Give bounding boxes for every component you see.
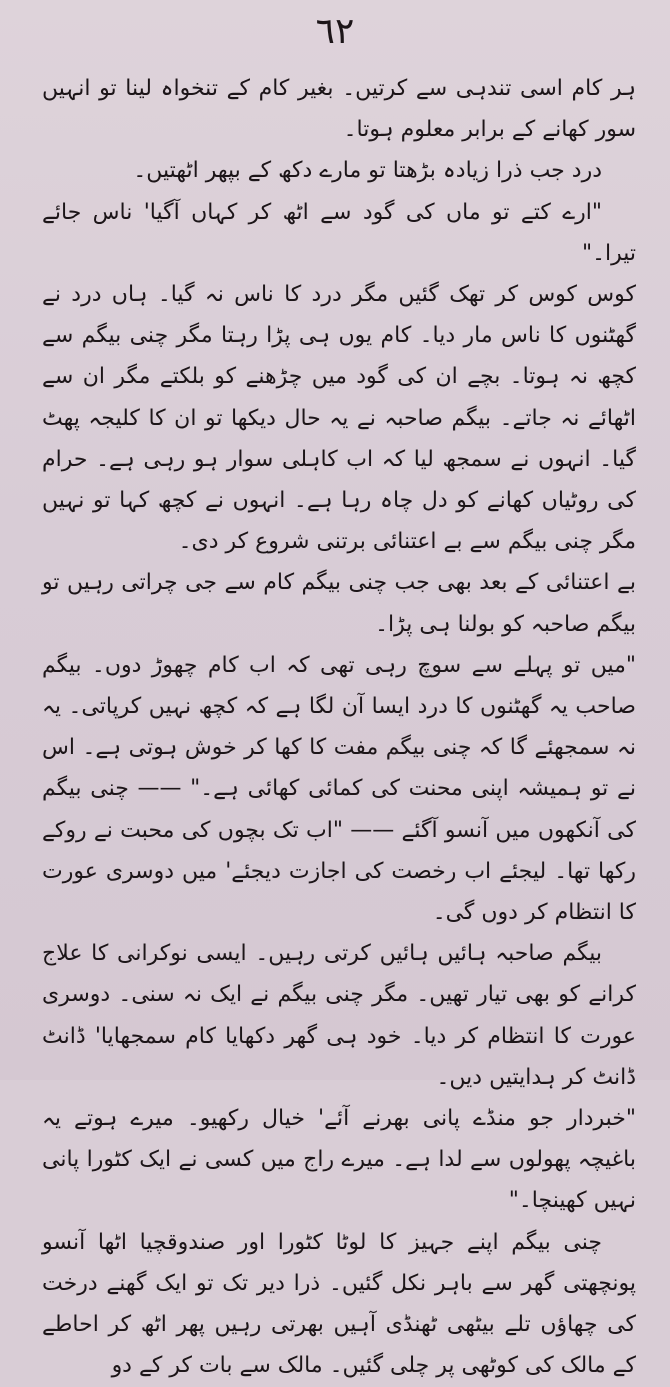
paragraph: "ارے کتے تو ماں کی گود سے اٹھ کر کہاں آگیا' ناس جائے تیرا۔" <box>42 199 636 266</box>
paragraph: درد جب ذرا زیادہ بڑھتا تو مارے دکھ کے بپھر اٹھتیں۔ <box>133 158 602 184</box>
paragraph: بے اعتنائی کے بعد بھی جب چنی بیگم کام سے جی چراتی رہیں تو بیگم صاحبہ کو بولنا ہی پڑا۔ <box>42 570 636 637</box>
paragraph: ہر کام اسی تندہی سے کرتیں۔ بغیر کام کے تنخواہ لینا تو انہیں سور کھانے کے برابر معلوم ہوتا۔ <box>42 76 636 143</box>
paragraph: "میں تو پہلے سے سوچ رہی تھی کہ اب کام چھوڑ دوں۔ بیگم صاحب یہ گھٹنوں کا درد ایسا آن لگا ہے کہ کچھ نہیں کرپاتی۔ یہ نہ سمجھئے گا کہ چنی بیگم مفت کا کھا کر خوش ہوتی ہے۔ اس نے تو ہمیشہ اپنی محنت کی کمائی کھائی ہے۔" —— چنی بیگم کی آنکھوں میں آنسو آگئے —— "اب تک بچوں کی محبت نے روکے رکھا تھا۔ لیجئے اب رخصت کی اجازت دیجئے' میں دوسری عورت کا انتظام کر دوں گی۔ <box>42 652 636 926</box>
paragraph: "خبردار جو منڈے پانی بھرنے آئے' خیال رکھیو۔ میرے ہوتے یہ باغیچہ پھولوں سے لدا ہے۔ میرے راج میں کسی نے ایک کٹورا پانی نہیں کھینچا۔" <box>42 1106 636 1214</box>
paragraph: بیگم صاحبہ ہائیں ہائیں کرتی رہیں۔ ایسی نوکرانی کا علاج کرانے کو بھی تیار تھیں۔ مگر چنی بیگم نے ایک نہ سنی۔ دوسری عورت کا انتظام کر دیا۔ خود ہی گھر دکھایا کام سمجھایا' ڈانٹ ڈانٹ کر ہدایتیں دیں۔ <box>42 941 636 1090</box>
paragraph: چنی بیگم اپنے جہیز کا لوٹا کٹورا اور صندوقچیا اٹھا آنسو پونچھتی گھر سے باہر نکل گئیں۔ ذرا دیر تک تو ایک گھنے درخت کی چھاؤں تلے بیٹھی ٹھنڈی آہیں بھرتی رہیں پھر اٹھ کر احاطے کے مالک کی کوٹھی پر چلی گئیں۔ مالک سے بات کر کے دو <box>42 1229 636 1379</box>
page-number: ٦٢ <box>315 11 355 52</box>
body-text <box>42 68 636 1387</box>
paragraph: کوس کوس کر تھک گئیں مگر درد کا ناس نہ گیا۔ ہاں درد نے گھٹنوں کا ناس مار دیا۔ کام یوں ہی پڑا رہتا مگر چنی بیگم سے کچھ نہ ہوتا۔ بچے ان کی گود میں چڑھنے کو بلکتے مگر ان سے اٹھائے نہ جاتے۔ بیگم صاحبہ نے یہ حال دیکھا تو ان کا کلیجہ پھٹ گیا۔ انہوں نے سمجھ لیا کہ اب کاہلی سوار ہو رہی ہے۔ حرام کی روٹیاں کھانے کو دل چاہ رہا ہے۔ انہوں نے کچھ کہا تو نہیں مگر چنی بیگم سے بے اعتنائی برتنی شروع کر دی۔ <box>42 282 636 555</box>
